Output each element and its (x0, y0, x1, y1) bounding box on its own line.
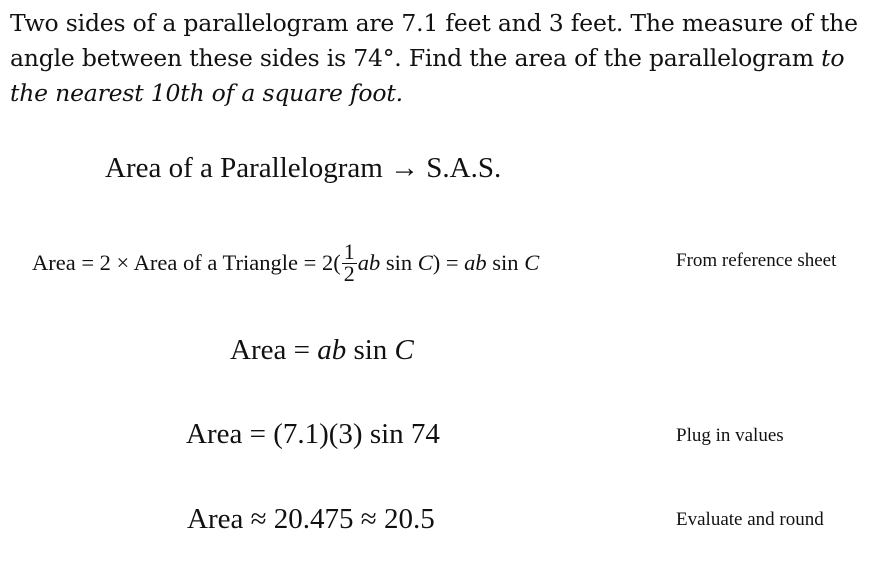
value-exact: 20.475 (273, 503, 354, 535)
fraction-denominator: 2 (343, 261, 355, 287)
note-plug-values: Plug in values (676, 425, 784, 446)
plug-expression: (7.1)(3) sin 74 (273, 418, 440, 450)
problem-statement (10, 6, 868, 111)
formula-equation (32, 237, 539, 289)
sin-function: sin (353, 334, 388, 366)
formula-two-open: 2( (321, 250, 341, 275)
one-half-fraction (342, 239, 357, 287)
heading-left: Area of a Parallelogram (105, 152, 383, 184)
var-ab: ab (317, 334, 347, 366)
note-evaluate-round: Evaluate and round (676, 509, 824, 530)
value-rounded: 20.5 (383, 503, 435, 535)
arrow-symbol: → (390, 152, 420, 184)
var-ab: ab (357, 250, 381, 275)
var-c: C (394, 334, 414, 366)
var-ab: ab (464, 250, 487, 275)
sin-function: sin (492, 250, 519, 275)
times-symbol: × (116, 250, 130, 275)
simplified-equation (230, 334, 414, 367)
close-paren: ) (432, 250, 441, 275)
plug-equation (186, 418, 440, 451)
area-word: Area (186, 418, 243, 450)
equals-sign: = (303, 250, 317, 275)
approx-symbol: ≈ (250, 503, 267, 535)
heading-equation (105, 152, 501, 185)
fraction-numerator: 1 (343, 239, 355, 265)
problem-text: Two sides of a parallelogram are 7.1 feet and 3 feet. The measure of the angle between these sides is 74°. Find the area of the parallelogram (10, 9, 858, 72)
equals-sign: = (249, 418, 266, 450)
heading-right: S.A.S. (426, 152, 502, 184)
formula-triangle: Area of a Triangle (133, 250, 298, 275)
sin-function: sin (385, 250, 413, 275)
area-word: Area (187, 503, 244, 535)
note-reference-sheet: From reference sheet (676, 250, 837, 271)
equals-sign: = (293, 334, 310, 366)
result-equation (187, 503, 435, 536)
var-c: C (417, 250, 433, 275)
formula-area-word: Area (32, 250, 76, 275)
equals-sign: = (445, 250, 459, 275)
formula-two: 2 (99, 250, 111, 275)
equals-sign: = (81, 250, 95, 275)
var-c: C (524, 250, 540, 275)
problem-text-italic: to the nearest 10th of a square foot. (10, 44, 845, 107)
approx-symbol: ≈ (360, 503, 377, 535)
area-word: Area (230, 334, 287, 366)
